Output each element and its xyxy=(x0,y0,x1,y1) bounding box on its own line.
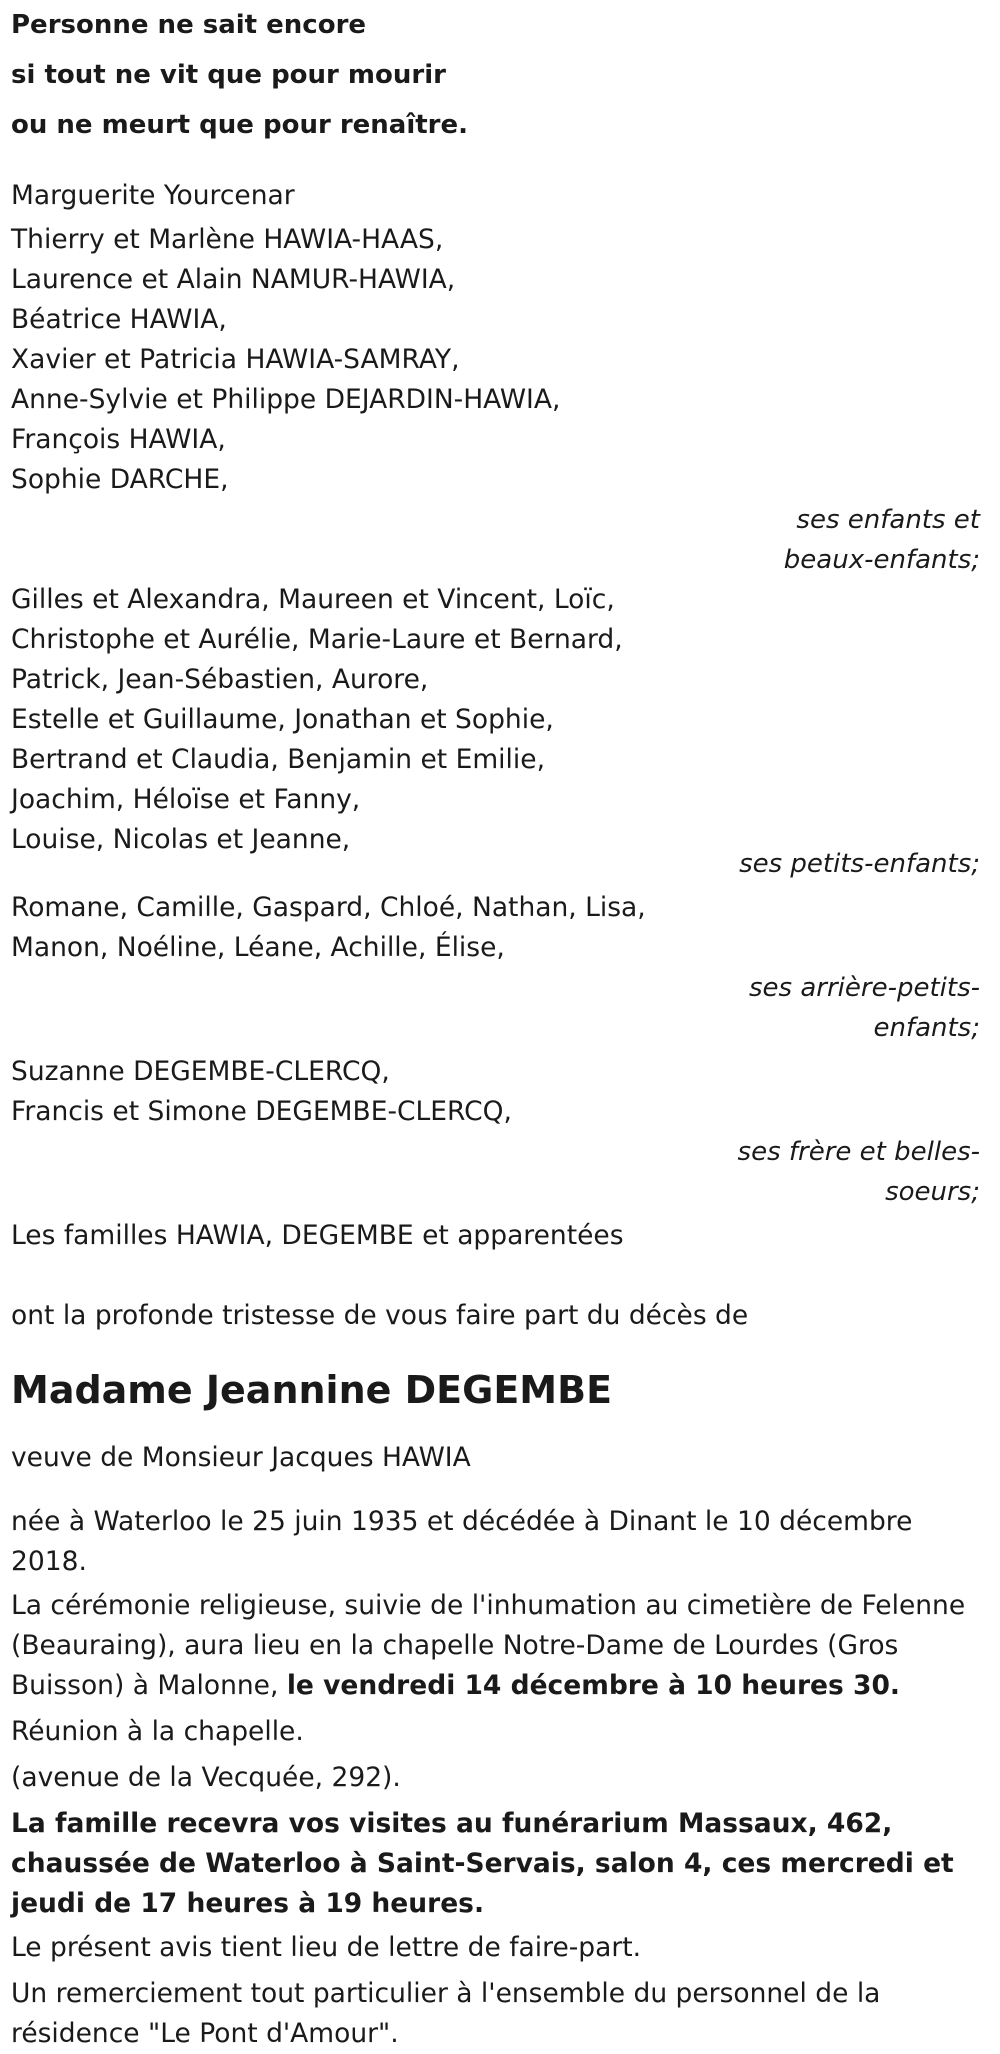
announcement-line: ont la profonde tristesse de vous faire part du décès de xyxy=(11,1300,749,1331)
role-line: ses frère et belles- xyxy=(737,1137,980,1167)
siblings-group xyxy=(11,1052,991,1212)
child-name: Xavier et Patricia HAWIA-SAMRAY, xyxy=(11,344,460,375)
families-line: Les familles HAWIA, DEGEMBE et apparentées xyxy=(11,1220,624,1251)
great-grandchildren-role xyxy=(11,968,991,1048)
great-grandchildren-group xyxy=(11,888,991,1048)
role-line: beaux-enfants; xyxy=(783,545,980,575)
children-group xyxy=(11,220,991,580)
sibling-name: Suzanne DEGEMBE-CLERCQ, xyxy=(11,1056,390,1087)
birth-death-line: née à Waterloo le 25 juin 1935 et décédée à Dinant le 10 décembre 2018. xyxy=(11,1506,913,1577)
quote-line: ou ne meurt que pour renaître. xyxy=(11,110,469,140)
address-line: (avenue de la Vecquée, 292). xyxy=(11,1762,401,1793)
quote-line: Personne ne sait encore xyxy=(11,10,367,40)
role-line: ses arrière-petits- xyxy=(749,973,980,1003)
quote-author: Marguerite Yourcenar xyxy=(11,180,295,211)
sibling-name: Francis et Simone DEGEMBE-CLERCQ, xyxy=(11,1096,512,1127)
meeting-line: Réunion à la chapelle. xyxy=(11,1716,304,1747)
child-name: Laurence et Alain NAMUR-HAWIA, xyxy=(11,264,456,295)
siblings-role xyxy=(11,1132,991,1212)
grandchild-name: Joachim, Héloïse et Fanny, xyxy=(11,784,361,815)
role-line: enfants; xyxy=(873,1013,980,1043)
ceremony-text: La cérémonie religieuse, suivie de l'inhumation au cimetière de Felenne (Beauraing), aura lieu en la chapelle Notre-Dame de Lourdes (Gros Buisson) à Malonne, xyxy=(11,1590,966,1701)
grandchild-name: Louise, Nicolas et Jeanne, xyxy=(11,824,351,855)
great-grandchild-name: Romane, Camille, Gaspard, Chloé, Nathan, Lisa, xyxy=(11,892,646,923)
notice-line: Le présent avis tient lieu de lettre de faire-part. xyxy=(11,1932,642,1963)
grandchild-name: Patrick, Jean-Sébastien, Aurore, xyxy=(11,664,429,695)
role-line: soeurs; xyxy=(885,1177,980,1207)
widow-of-line: veuve de Monsieur Jacques HAWIA xyxy=(11,1442,471,1473)
grandchildren-group xyxy=(11,580,991,884)
child-name: Anne-Sylvie et Philippe DEJARDIN-HAWIA, xyxy=(11,384,561,415)
grandchild-name: Bertrand et Claudia, Benjamin et Emilie, xyxy=(11,744,545,775)
role-line: ses enfants et xyxy=(796,505,980,535)
great-grandchild-name: Manon, Noéline, Léane, Achille, Élise, xyxy=(11,932,505,963)
ceremony-paragraph xyxy=(11,1586,996,1706)
child-name: Sophie DARCHE, xyxy=(11,464,229,495)
grandchild-name: Estelle et Guillaume, Jonathan et Sophie, xyxy=(11,704,554,735)
epigraph-quote xyxy=(11,0,991,150)
obituary-document xyxy=(11,0,991,2054)
grandchild-name: Gilles et Alexandra, Maureen et Vincent, Loïc, xyxy=(11,584,615,615)
quote-line: si tout ne vit que pour mourir xyxy=(11,60,446,90)
child-name: Béatrice HAWIA, xyxy=(11,304,227,335)
child-name: Thierry et Marlène HAWIA-HAAS, xyxy=(11,224,444,255)
role-line: ses petits-enfants; xyxy=(739,849,980,879)
visits-paragraph: La famille recevra vos visites au funérarium Massaux, 462, chaussée de Waterloo à Saint-Servais, salon 4, ces mercredi et jeudi de 17 heures à 19 heures. xyxy=(11,1808,954,1919)
children-role xyxy=(11,500,991,580)
grandchild-name: Christophe et Aurélie, Marie-Laure et Bernard, xyxy=(11,624,623,655)
ceremony-date: le vendredi 14 décembre à 10 heures 30. xyxy=(286,1670,900,1701)
deceased-name: Madame Jeannine DEGEMBE xyxy=(11,1368,613,1412)
thanks-paragraph: Un remerciement tout particulier à l'ensemble du personnel de la résidence "Le Pont d'Amour". xyxy=(11,1978,881,2049)
child-name: François HAWIA, xyxy=(11,424,226,455)
